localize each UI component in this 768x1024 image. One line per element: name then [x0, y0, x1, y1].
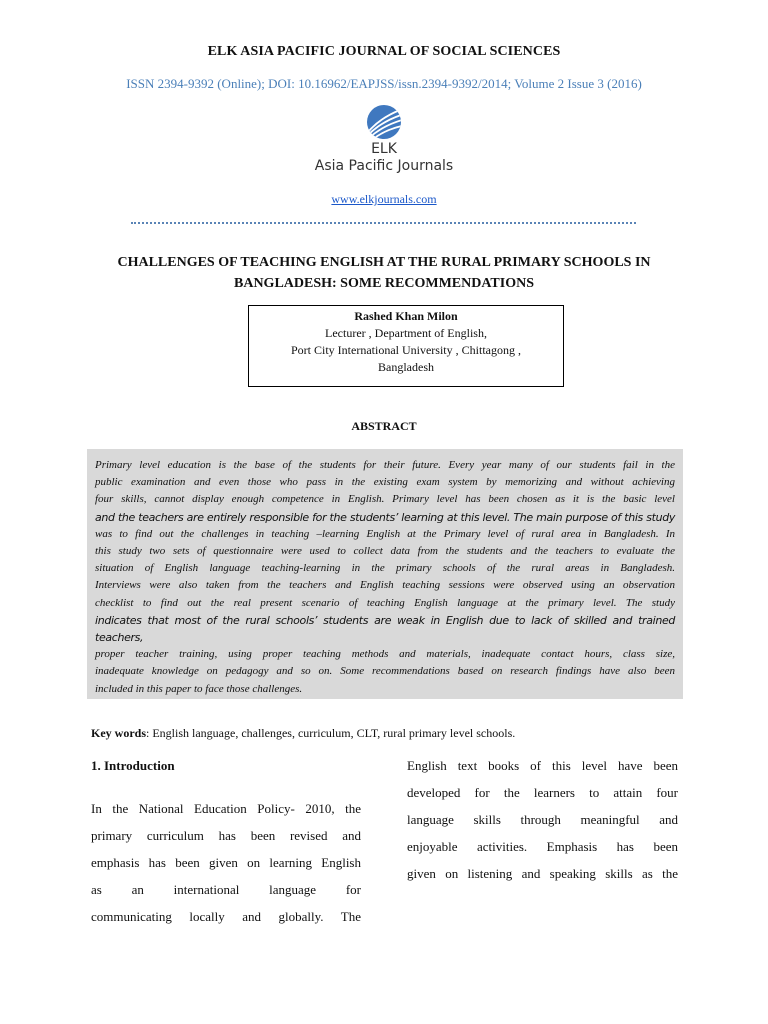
logo-name: ELK: [371, 141, 397, 157]
abstract-line: and the teachers are entirely responsible for the students’ learning at this level. The main purpose of this study: [95, 510, 675, 524]
journal-logo: [0, 104, 768, 175]
abstract-line: included in this paper to face those challenges.: [95, 682, 303, 695]
text-line: enjoyable activities. Emphasis has been: [407, 839, 678, 854]
right-column-text: [407, 752, 678, 887]
author-box: [248, 305, 564, 387]
author-affiliation-2: Port City International University , Chittagong ,: [291, 343, 521, 357]
abstract-line: four skills, cannot display enough competence in English. Primary level has been chosen as it is the basic level: [95, 493, 675, 506]
text-line: In the National Education Policy- 2010, the: [91, 801, 361, 816]
keywords-text: : English language, challenges, curriculum, CLT, rural primary level schools.: [146, 726, 516, 740]
journal-title: ELK ASIA PACIFIC JOURNAL OF SOCIAL SCIENCES: [207, 44, 561, 59]
text-line: English text books of this level have been: [407, 758, 678, 773]
author-affiliation-3: Bangladesh: [378, 360, 434, 374]
abstract-text: [95, 457, 675, 698]
abstract-line: Primary level education is the base of the students for their future. Every year many of our students fail in the: [95, 459, 675, 471]
abstract-box: [87, 449, 683, 699]
introduction-heading: 1. Introduction: [91, 758, 175, 773]
abstract-line: was to find out the challenges in teaching –learning English at the Primary level of rural area in Bangladesh. In: [95, 527, 675, 540]
keywords: [91, 726, 515, 741]
abstract-line: inadequate knowledge on pedagogy and so on. Some recommendations based on research findings have also been: [95, 665, 675, 678]
abstract-line: situation of English language teaching-learning in the primary schools of the rural areas in Bangladesh.: [95, 562, 675, 575]
left-column-text: [91, 795, 361, 930]
author-affiliation-1: Lecturer , Department of English,: [325, 326, 487, 340]
text-line: communicating locally and globally. The: [91, 909, 361, 924]
dotted-divider: [131, 222, 636, 228]
paper-title-line-1: CHALLENGES OF TEACHING ENGLISH AT THE RURAL PRIMARY SCHOOLS IN: [117, 255, 651, 270]
text-line: developed for the learners to attain four: [407, 785, 678, 800]
paper-title: [60, 252, 708, 294]
abstract-line: Interviews were also taken from the teachers and English teaching sessions were observed using an observation: [95, 579, 675, 592]
text-line: emphasis has been given on learning English: [91, 855, 361, 870]
abstract-line: proper teacher training, using proper teaching methods and materials, inadequate contact hours, class size,: [95, 648, 675, 661]
text-line: primary curriculum has been revised and: [91, 828, 361, 843]
keywords-label: Key words: [91, 726, 146, 740]
abstract-line: this study two sets of questionnaire were used to collect data from the students and the teachers to evaluate the: [95, 545, 675, 558]
abstract-line: indicates that most of the rural schools’ students are weak in English due to lack of skilled and trained teachers,: [95, 613, 675, 645]
text-line: given on listening and speaking skills as the: [407, 866, 678, 881]
issn-doi-line: ISSN 2394-9392 (Online); DOI: 10.16962/EAPJSS/issn.2394-9392/2014; Volume 2 Issue 3 (2016): [126, 76, 642, 91]
abstract-line: public examination and even those who pass in the existing exam system by memorizing and without achieving: [95, 476, 675, 489]
journal-url-link[interactable]: www.elkjournals.com: [331, 192, 437, 206]
author-name: Rashed Khan Milon: [354, 309, 458, 323]
text-line: language skills through meaningful and: [407, 812, 678, 827]
elk-globe-icon: [366, 104, 402, 140]
text-line: as an international language for: [91, 882, 361, 897]
logo-subtitle: Asia Pacific Journals: [314, 158, 454, 174]
paper-title-line-2: BANGLADESH: SOME RECOMMENDATIONS: [234, 276, 534, 291]
abstract-line: checklist to find out the real present scenario of teaching English language at the primary level. The study: [95, 596, 675, 609]
abstract-heading: ABSTRACT: [351, 419, 417, 433]
